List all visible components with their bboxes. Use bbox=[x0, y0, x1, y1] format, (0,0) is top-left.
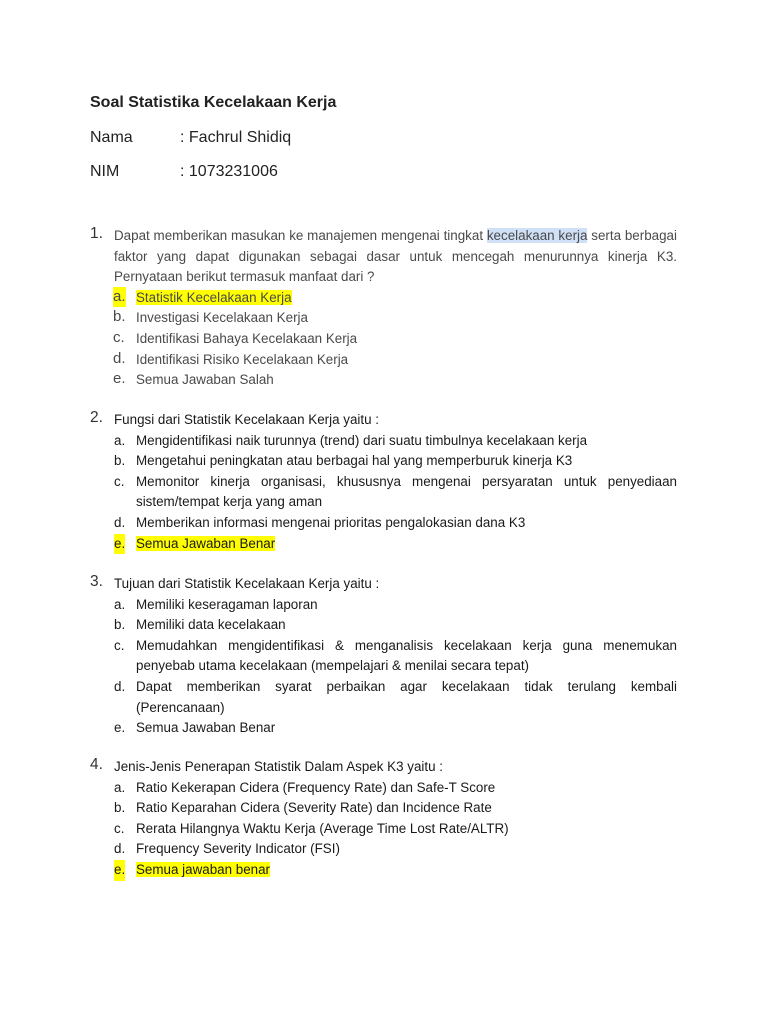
question-text bbox=[114, 226, 677, 288]
option-a bbox=[90, 778, 677, 799]
option-text: Ratio Kekerapan Cidera (Frequency Rate) dan Safe-T Score bbox=[136, 779, 496, 795]
option-text: Ratio Keparahan Cidera (Severity Rate) dan Incidence Rate bbox=[136, 800, 492, 816]
option-letter: e. bbox=[114, 860, 125, 881]
option-text: Investigasi Kecelakaan Kerja bbox=[136, 310, 308, 326]
option-letter: d. bbox=[114, 841, 126, 857]
option-text: Memiliki data kecelakaan bbox=[136, 617, 286, 633]
option-text: Semua jawaban benar bbox=[136, 861, 270, 877]
option-text: Rerata Hilangnya Waktu Kerja (Average Time Lost Rate/ALTR) bbox=[136, 820, 509, 836]
question-text: Tujuan dari Statistik Kecelakaan Kerja yaitu : bbox=[114, 576, 380, 591]
option-e bbox=[90, 718, 677, 739]
option-text: Identifikasi Risiko Kecelakaan Kerja bbox=[136, 351, 349, 367]
option-text: Semua Jawaban Salah bbox=[136, 372, 274, 388]
option-d bbox=[90, 513, 677, 534]
option-d bbox=[90, 839, 677, 860]
option-letter: a. bbox=[114, 432, 126, 448]
option-e bbox=[90, 534, 677, 555]
option-c bbox=[90, 636, 677, 677]
option-letter: e. bbox=[114, 720, 126, 736]
option-text: Memudahkan mengidentifikasi & menganalisis kecelakaan kerja guna menemukan penyebab utama kecelakaan (mempelajari & menilai secara tepat) bbox=[136, 637, 677, 674]
question-4 bbox=[90, 757, 677, 881]
option-letter: d. bbox=[113, 349, 126, 367]
nim-value: : 1073231006 bbox=[180, 163, 278, 180]
question-number: 3. bbox=[90, 573, 103, 590]
option-text: Dapat memberikan syarat perbaikan agar kecelakaan tidak terulang kembali (Perencanaan) bbox=[136, 678, 677, 715]
option-text: Identifikasi Bahaya Kecelakaan Kerja bbox=[136, 330, 358, 346]
option-text: Semua Jawaban Benar bbox=[136, 535, 276, 551]
question-text: Fungsi dari Statistik Kecelakaan Kerja yaitu : bbox=[114, 412, 379, 427]
option-letter: e. bbox=[113, 370, 126, 388]
option-letter: a. bbox=[113, 287, 126, 308]
question-number: 4. bbox=[90, 756, 103, 773]
name-row bbox=[90, 129, 291, 147]
options-list bbox=[90, 778, 677, 881]
question-text: Jenis-Jenis Penerapan Statistik Dalam Aspek K3 yaitu : bbox=[114, 759, 443, 774]
option-c bbox=[90, 819, 677, 840]
option-letter: a. bbox=[114, 596, 126, 612]
option-a bbox=[90, 431, 677, 452]
option-letter: a. bbox=[114, 779, 126, 795]
option-c bbox=[90, 472, 677, 513]
option-d bbox=[90, 350, 677, 371]
option-letter: b. bbox=[114, 617, 126, 633]
question-number: 1. bbox=[90, 225, 103, 242]
options-list bbox=[90, 288, 677, 391]
options-list bbox=[90, 595, 677, 739]
option-a bbox=[90, 595, 677, 616]
option-e bbox=[90, 860, 677, 881]
question-number: 2. bbox=[90, 409, 103, 426]
highlighted-phrase: kecelakaan kerja bbox=[486, 228, 588, 243]
option-text: Memiliki keseragaman laporan bbox=[136, 596, 318, 612]
option-letter: d. bbox=[114, 678, 126, 694]
option-letter: b. bbox=[114, 800, 126, 816]
option-letter: c. bbox=[114, 637, 125, 653]
option-text: Memonitor kinerja organisasi, khususnya mengenai persyaratan untuk penyediaan sistem/tempat kerja yang aman bbox=[136, 473, 677, 510]
option-b bbox=[90, 615, 677, 636]
option-text: Statistik Kecelakaan Kerja bbox=[136, 289, 292, 305]
option-text: Mengetahui peningkatan atau berbagai hal yang memperburuk kinerja K3 bbox=[136, 453, 573, 469]
option-text: Mengidentifikasi naik turunnya (trend) dari suatu timbulnya kecelakaan kerja bbox=[136, 432, 588, 448]
option-text: Frequency Severity Indicator (FSI) bbox=[136, 841, 340, 857]
option-letter: b. bbox=[113, 308, 126, 326]
option-letter: b. bbox=[114, 453, 126, 469]
nim-row bbox=[90, 163, 278, 181]
option-c bbox=[90, 329, 677, 350]
question-3 bbox=[90, 574, 677, 739]
option-a bbox=[90, 288, 677, 309]
option-letter: d. bbox=[114, 514, 126, 530]
option-b bbox=[90, 451, 677, 472]
question-text-part: Dapat memberikan masukan ke manajemen mengenai tingkat bbox=[114, 228, 487, 243]
question-1 bbox=[90, 226, 677, 391]
option-text: Memberikan informasi mengenai prioritas pengalokasian dana K3 bbox=[136, 514, 526, 530]
option-d bbox=[90, 677, 677, 718]
option-letter: c. bbox=[113, 328, 125, 346]
options-list bbox=[90, 431, 677, 555]
option-text: Semua Jawaban Benar bbox=[136, 720, 276, 736]
option-letter: c. bbox=[114, 820, 125, 836]
nim-label: NIM bbox=[90, 163, 120, 180]
option-b bbox=[90, 308, 677, 329]
option-letter: e. bbox=[114, 534, 125, 555]
option-b bbox=[90, 798, 677, 819]
option-letter: c. bbox=[114, 473, 125, 489]
page-title: Soal Statistika Kecelakaan Kerja bbox=[90, 94, 337, 111]
name-value: : Fachrul Shidiq bbox=[180, 129, 292, 146]
option-e bbox=[90, 370, 677, 391]
question-2 bbox=[90, 410, 677, 554]
name-label: Nama bbox=[90, 129, 133, 146]
question-text-part: serta berbagai faktor yang dapat digunakan sebagai dasar untuk mencegah menurunnya kinerja K3. Pernyataan berikut termasuk manfaat dari ? bbox=[114, 228, 677, 285]
